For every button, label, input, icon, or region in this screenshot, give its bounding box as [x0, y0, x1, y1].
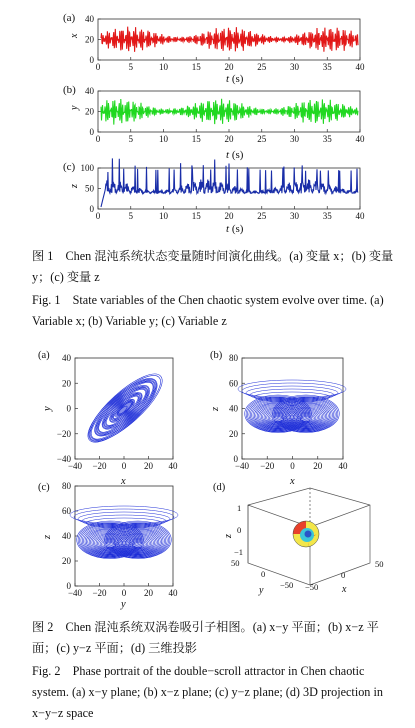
phase-d-ztick-0: 0 — [237, 525, 242, 535]
panel-b-xlabel: t (s) — [226, 149, 244, 161]
xtick-label: 25 — [257, 134, 267, 144]
xtick-label: 40 — [355, 62, 365, 72]
xtick-label: 40 — [338, 461, 348, 471]
xtick-label: 10 — [159, 62, 168, 72]
ytick-label: 20 — [62, 556, 71, 566]
phase-c-ylabel: z — [42, 534, 53, 539]
phase-panel-b — [210, 350, 348, 487]
ytick-label: 20 — [62, 378, 71, 389]
xtick-label: −40 — [67, 588, 83, 598]
xtick-label: 30 — [290, 211, 299, 221]
ytick-label: 40 — [62, 531, 71, 541]
figure-2-caption-en: Fig. 2 Phase portrait of the double−scroll attractor in Chen chaotic system. (a) x−y plane; (b) x−z plane; (c) y−z plane; (d) 3D projection in x−y−z space — [32, 664, 383, 720]
panel-b-ylabel: y — [69, 105, 80, 110]
panel-a-trace — [101, 27, 358, 52]
phase-d-letter: (d) — [213, 482, 226, 493]
panel-b-trace — [101, 99, 358, 125]
panel-b — [63, 84, 365, 161]
phase-c-attractor — [70, 506, 178, 559]
xtick-label: 20 — [224, 211, 234, 221]
panel-c-xticks — [96, 206, 365, 221]
ytick-label: −40 — [56, 454, 71, 464]
xtick-label: 15 — [191, 211, 201, 221]
panel-a-ylabel: x — [69, 33, 80, 38]
sphere-core — [305, 531, 312, 538]
panel-c-letter: (c) — [63, 161, 76, 173]
xtick-label: 0 — [121, 588, 127, 598]
phase-d-zlabel: z — [223, 534, 234, 538]
xtick-label: 0 — [121, 461, 127, 471]
ytick-label: 20 — [85, 106, 94, 117]
phase-b-letter: (b) — [210, 350, 223, 361]
panel-a-xticks — [96, 57, 365, 72]
panel-c-trace — [101, 158, 358, 207]
phase-d-ylabel: y — [259, 585, 264, 596]
panel-c — [63, 158, 365, 235]
xtick-label: 5 — [128, 62, 133, 72]
phase-d-ztick-1: 1 — [237, 503, 242, 513]
ytick-label: 60 — [62, 506, 71, 516]
panel-a-letter: (a) — [63, 12, 76, 24]
ytick-label: 20 — [85, 34, 94, 45]
xtick-label: −20 — [260, 461, 275, 471]
phase-b-ylabel: z — [210, 406, 221, 411]
xtick-label: 0 — [290, 461, 295, 471]
phase-b-xlabel: x — [290, 476, 295, 487]
panel-b-letter: (b) — [63, 84, 76, 96]
phase-c-letter: (c) — [38, 482, 50, 493]
ytick-label: 80 — [229, 353, 238, 363]
ytick-label: 0 — [89, 55, 94, 65]
xtick-label: 20 — [224, 134, 234, 144]
panel-c-xlabel: t (s) — [226, 223, 244, 235]
figure-1-caption-en: Fig. 1 State variables of the Chen chaotic system evolve over time. (a) Variable x; (b) Variable y; (c) Variable z — [32, 293, 384, 328]
panel-b-yticks — [85, 86, 101, 137]
ytick-label: 0 — [89, 127, 94, 137]
xtick-label: 20 — [144, 461, 153, 471]
xtick-label: 0 — [95, 62, 101, 72]
xtick-label: 10 — [159, 134, 168, 144]
panel-a-xlabel: t (s) — [226, 73, 244, 85]
xtick-label: 25 — [257, 211, 267, 221]
panel-a — [63, 12, 365, 85]
panel-b-xticks — [96, 129, 365, 144]
xtick-label: −40 — [234, 461, 250, 471]
xtick-label: 20 — [313, 461, 323, 471]
xtick-label: 40 — [168, 588, 178, 598]
phase-d-xtick-50: 50 — [375, 559, 384, 569]
figure-2-phase-portraits — [0, 345, 415, 610]
phase-c-xlabel: y — [121, 599, 126, 610]
xtick-label: 5 — [128, 134, 133, 144]
ytick-label: −20 — [56, 428, 71, 439]
xtick-label: 10 — [159, 211, 168, 221]
phase-d-sphere — [293, 521, 319, 547]
phase-d-xlabel: x — [342, 584, 347, 595]
ytick-label: 40 — [85, 86, 94, 96]
figure-2-caption-zh: 图 2 Chen 混沌系统双涡卷吸引子相图。(a) x−y 平面；(b) x−z 平面；(c) y−z 平面；(d) 三维投影 — [32, 620, 379, 655]
figure-1-caption — [32, 246, 397, 332]
ytick-label: 100 — [80, 163, 94, 173]
panel-c-ylabel: z — [69, 184, 80, 188]
phase-b-attractor — [238, 380, 346, 433]
xtick-label: −40 — [67, 461, 83, 471]
xtick-label: 20 — [224, 62, 234, 72]
xtick-label: 40 — [355, 211, 365, 221]
phase-a-attractor — [79, 364, 171, 451]
figure-2-caption — [32, 617, 397, 724]
xtick-label: 40 — [355, 134, 365, 144]
figure-1-caption-zh: 图 1 Chen 混沌系统状态变量随时间演化曲线。(a) 变量 x；(b) 变量 y；(c) 变量 z — [32, 249, 394, 284]
xtick-label: 35 — [322, 62, 332, 72]
figure-1-time-series — [0, 0, 415, 235]
phase-d-ytick-m50: −50 — [280, 580, 294, 590]
ytick-label: 40 — [62, 353, 71, 363]
phase-panel-d — [213, 482, 384, 596]
xtick-label: 15 — [191, 134, 201, 144]
ytick-label: 0 — [66, 581, 71, 591]
ytick-label: 50 — [85, 183, 94, 194]
phase-d-ytick-0: 0 — [261, 569, 266, 579]
phase-d-ytick-50: 50 — [231, 558, 240, 568]
ytick-label: 80 — [62, 481, 71, 491]
xtick-label: 25 — [257, 62, 267, 72]
phase-panel-c — [38, 481, 178, 610]
xtick-label: 20 — [144, 588, 153, 598]
xtick-label: 35 — [322, 134, 332, 144]
xtick-label: 40 — [168, 461, 178, 471]
phase-d-xtick-0: 0 — [341, 570, 346, 580]
phase-d-ztick-m1: −1 — [234, 547, 244, 557]
ytick-label: 20 — [229, 428, 238, 439]
ytick-label: 0 — [66, 403, 71, 414]
phase-a-xlabel: x — [121, 476, 126, 487]
xtick-label: 35 — [322, 211, 332, 221]
ytick-label: 60 — [229, 378, 238, 389]
ytick-label: 40 — [229, 403, 238, 414]
phase-a-ylabel: y — [42, 406, 53, 411]
xtick-label: −20 — [92, 588, 107, 598]
xtick-label: −20 — [92, 461, 107, 471]
xtick-label: 0 — [95, 211, 101, 221]
xtick-label: 30 — [290, 134, 299, 144]
ytick-label: 40 — [85, 14, 94, 24]
phase-panel-a — [38, 350, 178, 487]
xtick-label: 5 — [128, 211, 133, 221]
xtick-label: 30 — [290, 62, 299, 72]
xtick-label: 15 — [191, 62, 201, 72]
phase-d-xtick-m50: −50 — [305, 582, 319, 592]
ytick-label: 0 — [233, 454, 238, 464]
ytick-label: 0 — [89, 204, 94, 214]
panel-a-yticks — [85, 14, 101, 65]
phase-a-letter: (a) — [38, 350, 50, 361]
xtick-label: 0 — [95, 134, 101, 144]
